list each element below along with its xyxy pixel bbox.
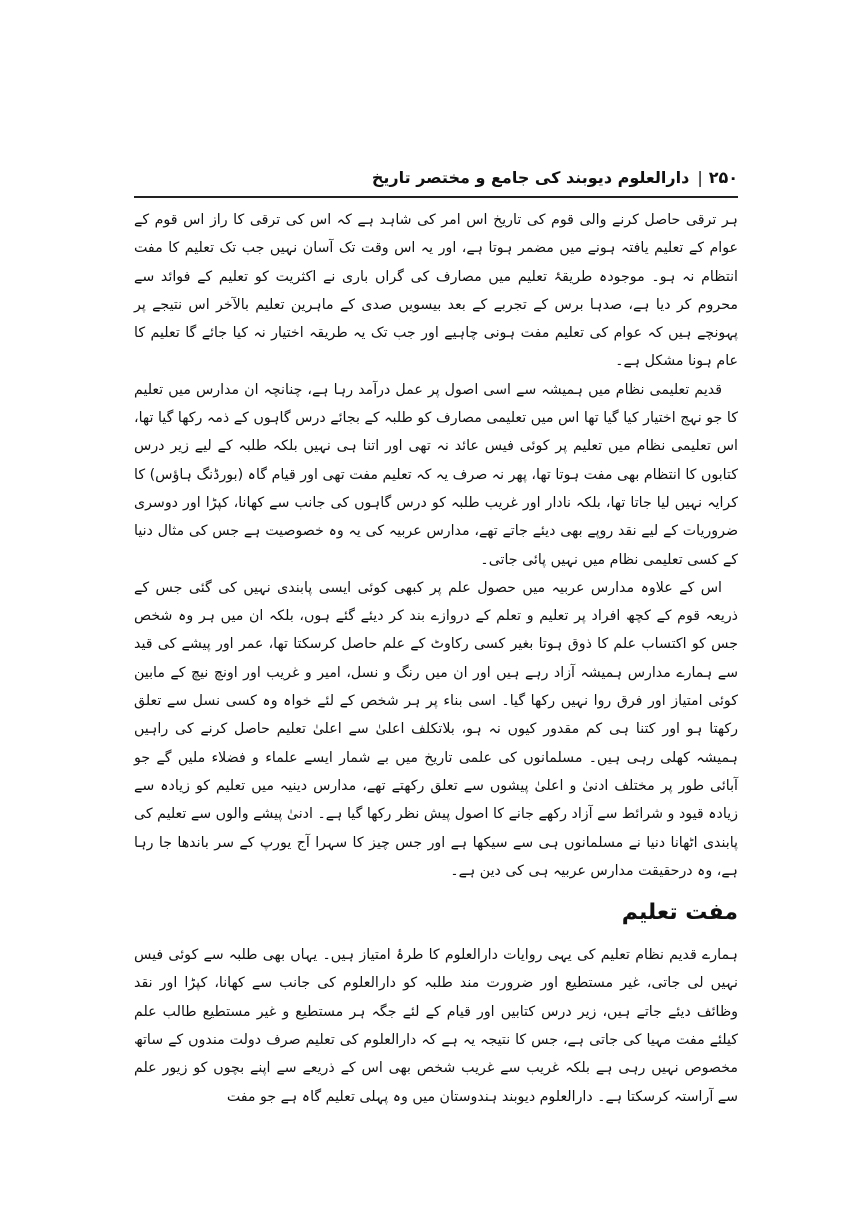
book-title: دارالعلوم دیوبند کی جامع و مختصر تاریخ <box>371 167 690 187</box>
paragraph-1: ہر ترقی حاصل کرنے والی قوم کی تاریخ اس امر کی شاہد ہے کہ اس کی ترقی کا راز اس قوم کے عوام کے تعلیم یافتہ ہونے میں مضمر ہوتا ہے، اور یہ اس وقت تک آسان نہیں جب تک تعلیم کا مفت انتظام نہ ہو۔ موجودہ طریقۂ تعلیم میں مصارف کی گراں باری نے اکثریت کو تعلیم کے فوائد سے محروم کر دیا ہے، صدہا برس کے تجربے کے بعد بیسویں صدی کے ماہرین تعلیم بالآخر اس نتیجے پر پہونچے ہیں کہ عوام کی تعلیم مفت ہونی چاہیے اور جب تک یہ طریقہ اختیار نہ کیا جائے گا تعلیم کا عام ہونا مشکل ہے۔ <box>134 212 738 370</box>
section-heading: مفت تعلیم <box>621 900 738 926</box>
header-rule <box>134 196 738 198</box>
paragraph-2: قدیم تعلیمی نظام میں ہمیشہ سے اسی اصول پر عمل درآمد رہا ہے، چنانچہ ان مدارس میں تعلیم کا جو نہج اختیار کیا گیا تھا اس میں تعلیمی مصارف کو طلبہ کے بجائے درس گاہوں کے ذمہ رکھا گیا تھا، اس تعلیمی نظام میں تعلیم پر کوئی فیس عائد نہ تھی اور اتنا ہی نہیں بلکہ طلبہ کے لیے زیر درس کتابوں کا انتظام بھی مفت ہوتا تھا، پھر نہ صرف یہ کہ تعلیم مفت تھی اور قیام گاہ (بورڈنگ ہاؤس) کا کرایہ نہیں لیا جاتا تھا، بلکہ نادار اور غریب طلبہ کو درس گاہوں کی جانب سے کھانا، کپڑا اور دوسری ضروریات کے لیے نقد روپے بھی دیئے جاتے تھے، مدارس عربیہ کی یہ وہ خصوصیت ہے جس کی مثال دنیا کے کسی تعلیمی نظام میں نہیں پائی جاتی۔ <box>134 381 738 568</box>
page-number: ۲۵۰ <box>708 167 738 187</box>
section-paragraph: ہمارے قدیم نظام تعلیم کی یہی روایات دارالعلوم کا طرۂ امتیاز ہیں۔ یہاں بھی طلبہ سے کوئی فیس نہیں لی جاتی، غیر مستطیع اور ضرورت مند طلبہ کو دارالعلوم کی جانب سے کھانا، کپڑا اور نقد وظائف دیئے جاتے ہیں، زیر درس کتابیں اور قیام کے لئے جگہ ہر مستطیع و غیر مستطیع طالب علم کیلئے مفت مہیا کی جاتی ہے، جس کا نتیجہ یہ ہے کہ دارالعلوم کی تعلیم صرف دولت مندوں کے ساتھ مخصوص نہیں رہی ہے بلکہ غریب سے غریب شخص بھی اس کے ذریعے سے اپنے بچوں کو زیور علم سے آراستہ کرسکتا ہے۔ دارالعلوم دیوبند ہندوستان میں وہ پہلی تعلیم گاہ ہے جو مفت <box>134 947 738 1105</box>
paragraph-3: اس کے علاوہ مدارس عربیہ میں حصول علم پر کبھی کوئی ایسی پابندی نہیں کی گئی جس کے ذریعہ قوم کے کچھ افراد پر تعلیم و تعلم کے دروازے بند کر دیئے گئے ہوں، بلکہ ان میں ہر وہ شخص جس کو اکتساب علم کا ذوق ہوتا بغیر کسی رکاوٹ کے علم حاصل کرسکتا تھا، عمر اور پیشے کی قید سے ہمارے مدارس ہمیشہ آزاد رہے ہیں اور ان میں رنگ و نسل، امیر و غریب اور اونچ نیچ کے مابین کوئی امتیاز اور فرق روا نہیں رکھا گیا۔ اسی بناء پر ہر شخص کے لئے خواہ وہ کسی نسل سے تعلق رکھتا ہو اور کتنا ہی کم مقدور کیوں نہ ہو، بلاتکلف اعلیٰ سے اعلیٰ تعلیم حاصل کرنے کی راہیں ہمیشہ کھلی رہی ہیں۔ مسلمانوں کی علمی تاریخ میں بے شمار ایسے علماء و فضلاء ملیں گے جو آبائی طور پر مختلف ادنیٰ و اعلیٰ پیشوں سے تعلق رکھتے تھے، مدارس دینیہ میں تعلیم کو زیادہ سے زیادہ قیود و شرائط سے آزاد رکھے جانے کا اصول پیش نظر رکھا گیا ہے۔ ادنیٰ پیشے والوں سے تعلیم کی پابندی اٹھانا دنیا نے مسلمانوں ہی سے سیکھا ہے اور جس چیز کا سہرا آج یورپ کے سر باندھا جا رہا ہے، وہ درحقیقت مدارس عربیہ ہی کی دین ہے۔ <box>134 579 738 879</box>
header-separator: | <box>697 167 703 187</box>
body-text <box>134 206 738 1111</box>
running-header <box>134 160 738 194</box>
